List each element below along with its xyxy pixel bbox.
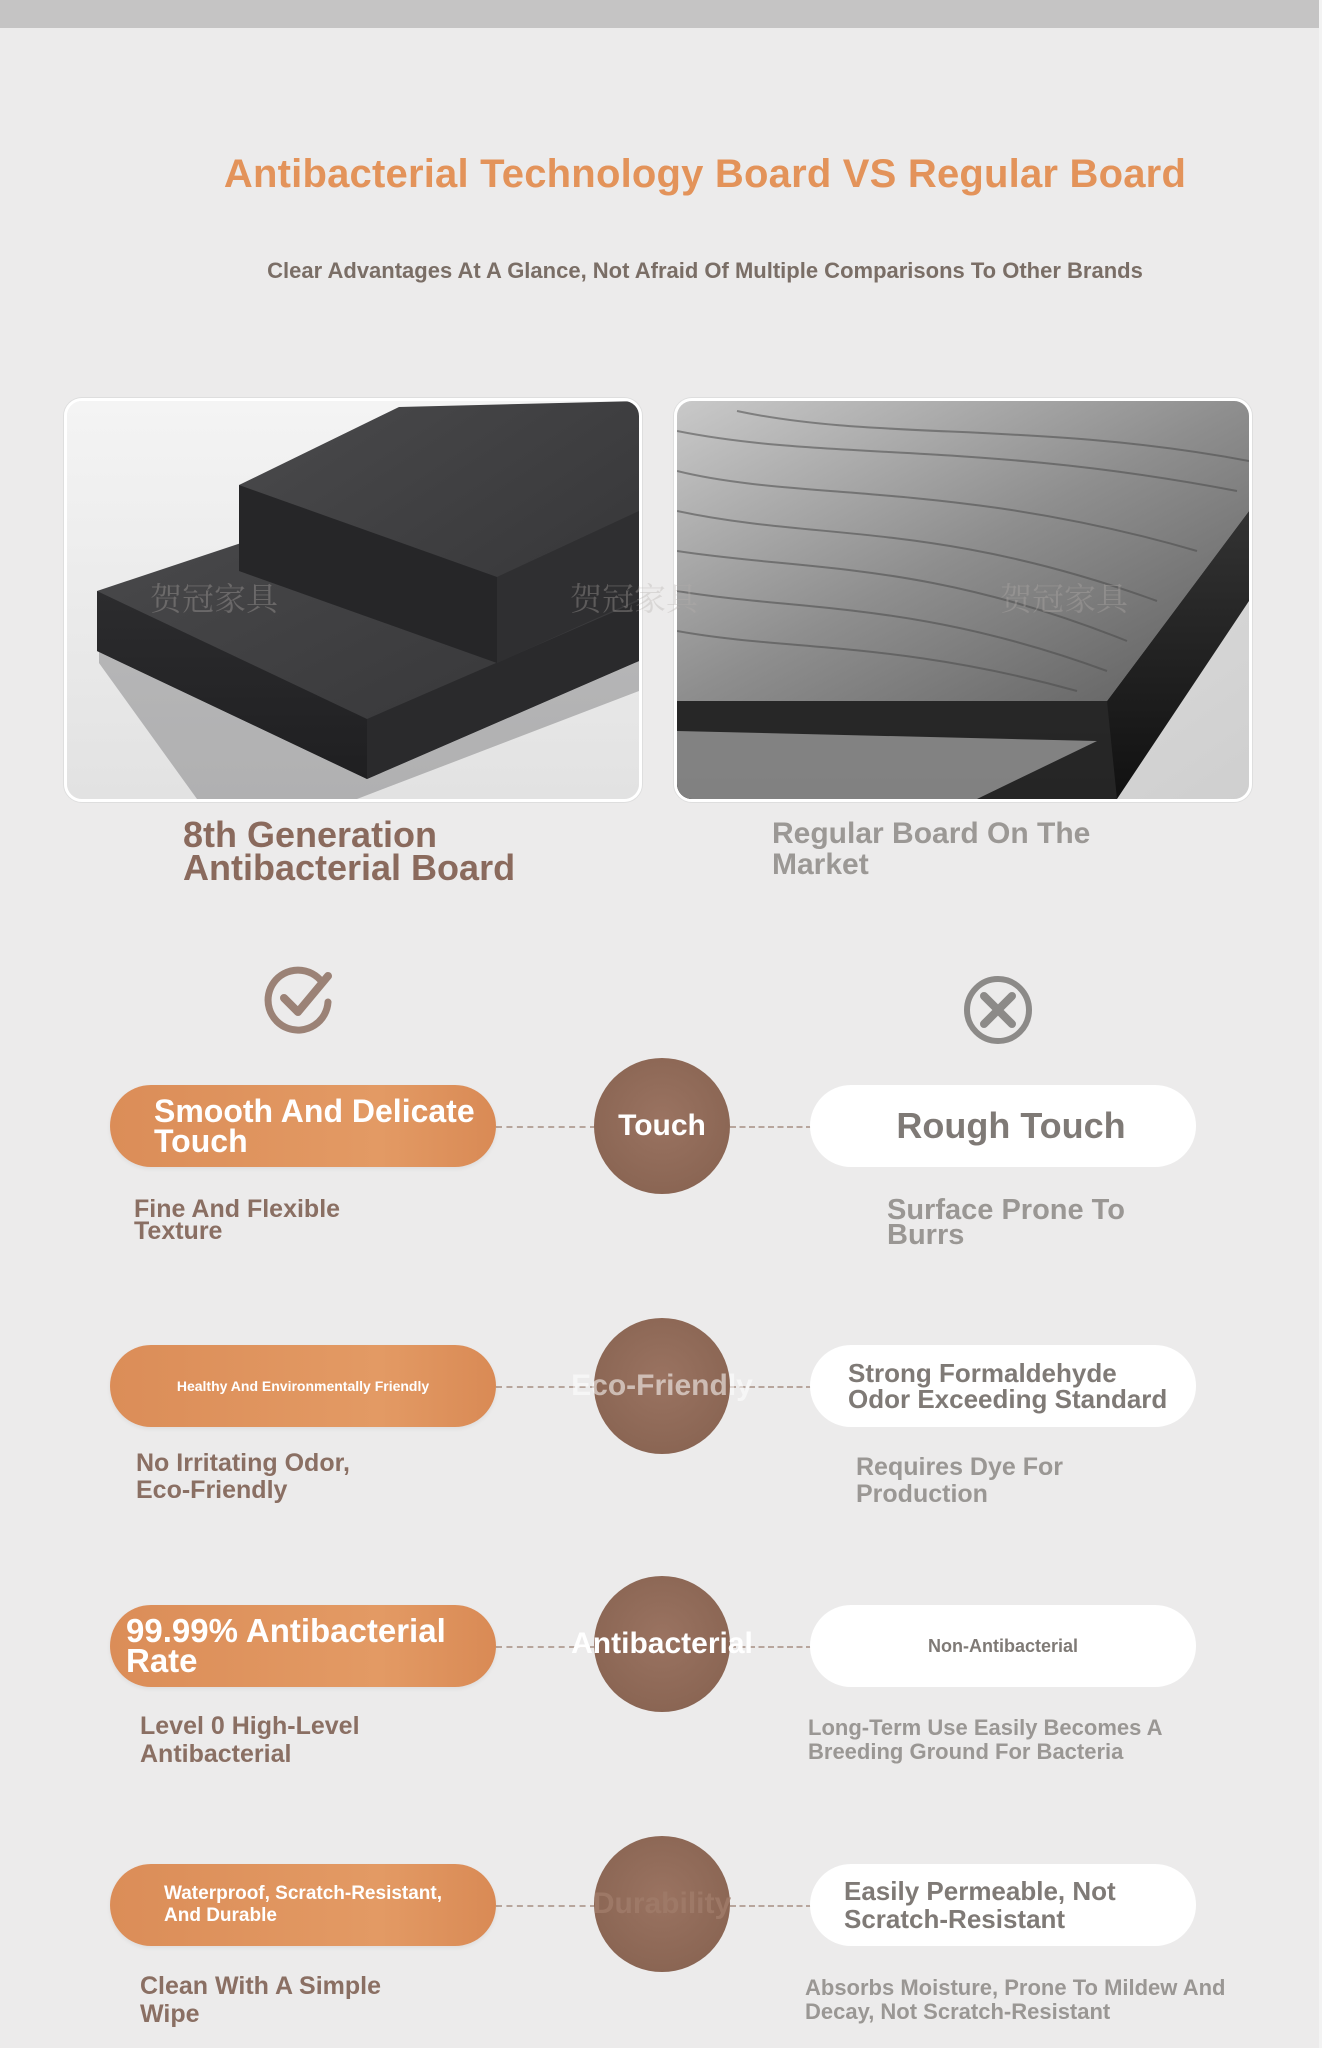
watermark-text: 贺冠家具 (1000, 580, 1129, 618)
disadvantage-pill: Non-Antibacterial (810, 1605, 1196, 1687)
connector-line (730, 1905, 812, 1907)
advantage-pill: Smooth And Delicate Touch (110, 1085, 496, 1167)
watermark-text: 贺冠家具 (570, 580, 699, 618)
advantage-description: Clean With A Simple Wipe (140, 1972, 382, 2028)
connector-line (730, 1126, 812, 1128)
category-circle: Eco-Friendly (594, 1318, 730, 1454)
connector-line (496, 1905, 596, 1907)
disadvantage-description: Surface Prone To Burrs (887, 1194, 1125, 1251)
advantage-pill: 99.99% Antibacterial Rate (110, 1605, 496, 1687)
disadvantage-description: Absorbs Moisture, Prone To Mildew And Decay, Not Scratch-Resistant (805, 1975, 1226, 2024)
advantage-pill: Waterproof, Scratch-Resistant, And Durable (110, 1864, 496, 1946)
x-circle-icon (960, 972, 1036, 1048)
disadvantage-description: Requires Dye For Production (856, 1453, 1064, 1508)
top-bar (0, 0, 1322, 28)
antibacterial-board-caption: 8th Generation Antibacterial Board (183, 814, 516, 888)
disadvantage-pill: Strong Formaldehyde Odor Exceeding Standard (810, 1345, 1196, 1427)
category-circle: Touch (594, 1058, 730, 1194)
check-circle-icon (262, 962, 338, 1038)
watermark-text: 贺冠家具 (150, 580, 279, 618)
page-subtitle: Clear Advantages At A Glance, Not Afraid Of Multiple Comparisons To Other Brands (267, 258, 1143, 283)
advantage-description: Fine And Flexible Texture (134, 1195, 341, 1245)
category-circle: Antibacterial (594, 1576, 730, 1712)
regular-board-image (674, 398, 1252, 802)
antibacterial-board-image (64, 398, 642, 802)
regular-board-caption: Regular Board On The Market (772, 817, 1091, 881)
disadvantage-pill: Easily Permeable, Not Scratch-Resistant (810, 1864, 1196, 1946)
advantage-pill: Healthy And Environmentally Friendly (110, 1345, 496, 1427)
advantage-description: Level 0 High-Level Antibacterial (140, 1712, 360, 1768)
disadvantage-pill: Rough Touch (810, 1085, 1196, 1167)
advantage-description: No Irritating Odor, Eco-Friendly (136, 1449, 350, 1504)
connector-line (496, 1126, 596, 1128)
category-circle: Durability (594, 1836, 730, 1972)
page-title: Antibacterial Technology Board VS Regular Board (223, 152, 1187, 196)
disadvantage-description: Long-Term Use Easily Becomes A Breeding Ground For Bacteria (808, 1715, 1162, 1764)
